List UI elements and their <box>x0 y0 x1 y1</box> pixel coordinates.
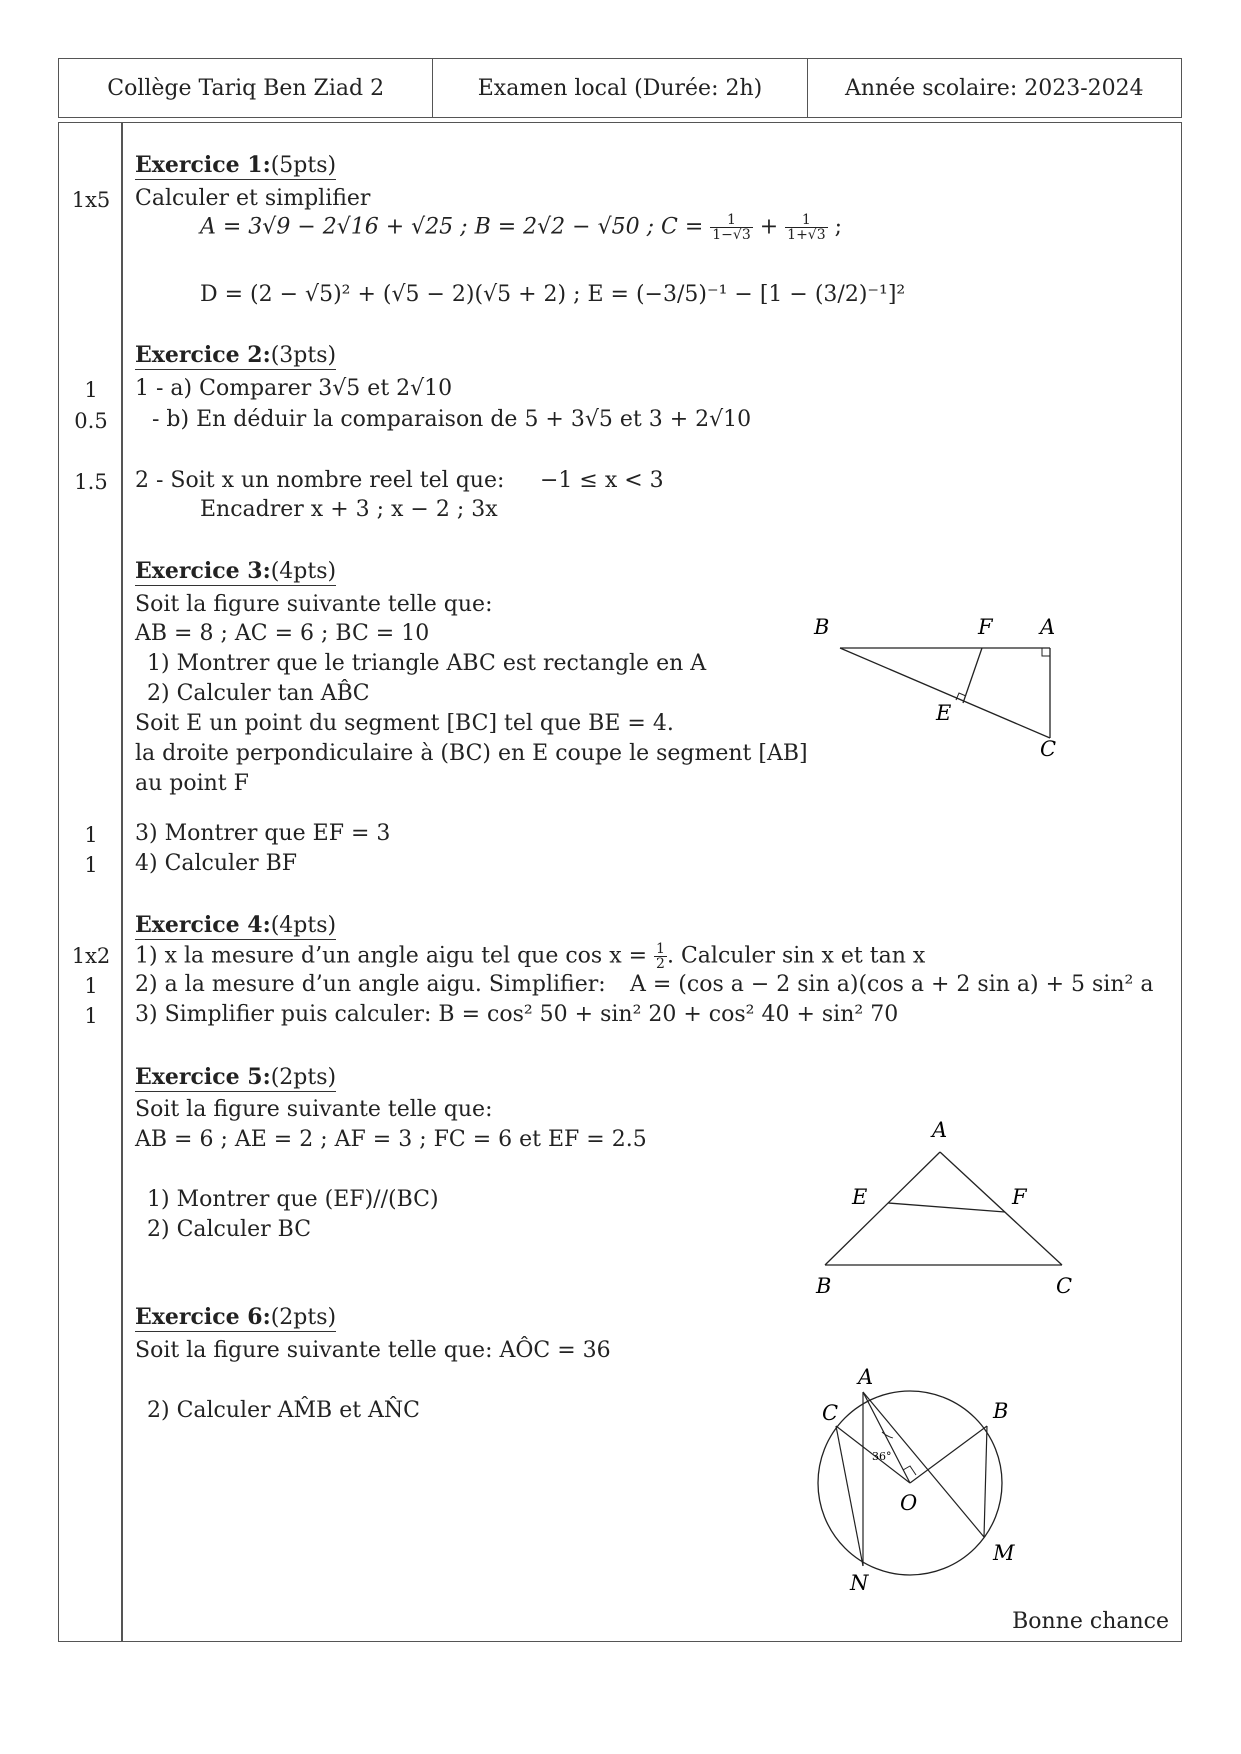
ex6-line-1: Soit la figure suivante telle que: AÔC = 36 <box>135 1338 611 1363</box>
ex3-heading: Exercice 3:(4pts) <box>135 558 337 584</box>
points-ex4-1: 1x2 <box>71 944 111 968</box>
points-ex4-3: 1 <box>84 1004 98 1028</box>
ex3-line-5: Soit E un point du segment [BC] tel que BE = 4. <box>135 711 674 736</box>
ex5-label-b: B <box>816 1274 832 1298</box>
ex2-question-1b: - b) En déduir la comparaison de 5 + 3√5 et 3 + 2√10 <box>152 407 752 432</box>
ex2-question-1a: 1 - a) Comparer 3√5 et 2√10 <box>135 376 453 401</box>
ex1-expressions-abc: A = 3√9 − 2√16 + √25 ; B = 2√2 − √50 ; C = $\frac{1}{1-√3}$ + $\frac{1}{1+√3}$ ; <box>200 212 843 243</box>
points-ex1: 1x5 <box>71 188 111 212</box>
ex3-line-6: la droite perpondiculaire à (BC) en E coupe le segment [AB] <box>135 741 808 766</box>
ex3-line-9: 4) Calculer BF <box>135 851 298 876</box>
ex5-triangle-figure <box>800 1115 1090 1311</box>
exam-title: Examen local (Durée: 2h) <box>433 59 807 117</box>
ex4-fraction-half: $\frac{1}{2}$ <box>656 941 665 972</box>
points-column-divider <box>121 122 123 1642</box>
ex6-label-a: A <box>858 1365 874 1389</box>
ex2-heading: Exercice 2:(3pts) <box>135 342 337 368</box>
ex6-label-c: C <box>822 1401 839 1425</box>
ex5-label-f: F <box>1012 1185 1027 1209</box>
ex5-heading: Exercice 5:(2pts) <box>135 1064 337 1090</box>
ex1-heading: Exercice 1:(5pts) <box>135 152 337 178</box>
points-ex2-1a: 1 <box>84 378 98 402</box>
ex2-question-2b: Encadrer x + 3 ; x − 2 ; 3x <box>200 497 498 522</box>
ex3-line-8: 3) Montrer que EF = 3 <box>135 821 391 846</box>
points-ex2-1b: 0.5 <box>74 409 108 433</box>
ex6-line-2: 2) Calculer AM̂B et AN̂C <box>147 1398 421 1423</box>
ex3-label-f: F <box>978 615 993 639</box>
ex6-circle-figure <box>800 1360 1020 1596</box>
ex5-label-c: C <box>1056 1274 1073 1298</box>
ex3-line-3: 1) Montrer que le triangle ABC est rectangle en A <box>147 651 707 676</box>
points-ex3-4: 1 <box>84 853 98 877</box>
ex5-line-2: AB = 6 ; AE = 2 ; AF = 3 ; FC = 6 et EF = 2.5 <box>135 1127 647 1152</box>
points-ex4-2: 1 <box>84 974 98 998</box>
ex6-label-m: M <box>993 1541 1015 1565</box>
ex5-line-3: 1) Montrer que (EF)//(BC) <box>147 1187 439 1212</box>
ex3-label-e: E <box>936 701 952 725</box>
ex4-line-2: 2) a la mesure d’un angle aigu. Simplifier: <box>135 972 606 997</box>
ex3-line-1: Soit la figure suivante telle que: <box>135 592 493 617</box>
exam-header <box>58 58 1182 118</box>
ex3-line-4: 2) Calculer tan AB̂C <box>147 681 370 706</box>
school-name: Collège Tariq Ben Ziad 2 <box>59 59 433 117</box>
ex6-label-o: O <box>900 1491 918 1515</box>
ex4-heading: Exercice 4:(4pts) <box>135 912 337 938</box>
points-ex2-2: 1.5 <box>74 470 108 494</box>
ex2-question-2: 2 - Soit x un nombre reel tel que: <box>135 468 505 493</box>
ex5-label-e: E <box>852 1185 868 1209</box>
ex2-inequality: −1 ≤ x < 3 <box>540 468 664 493</box>
school-year: Année scolaire: 2023-2024 <box>844 75 1144 101</box>
ex3-triangle-figure <box>810 610 1070 776</box>
ex6-label-b: B <box>993 1399 1009 1423</box>
ex5-line-4: 2) Calculer BC <box>147 1217 312 1242</box>
ex1-expressions-de: D = (2 − √5)² + (√5 − 2)(√5 + 2) ; E = (−3/5)⁻¹ − [1 − (3/2)⁻¹]² <box>200 282 906 307</box>
ex1-instruction: Calculer et simplifier <box>135 186 371 211</box>
ex6-label-n: N <box>850 1571 869 1590</box>
ex1-c-fraction-1: $\frac{1}{1-√3}$ <box>712 212 751 243</box>
ex4-line-2-expression: A = (cos a − 2 sin a)(cos a + 2 sin a) + 5 sin² a <box>630 972 1154 997</box>
points-ex3-3: 1 <box>84 823 98 847</box>
ex4-line-1: 1) x la mesure d’un angle aigu tel que cos x = $\frac{1}{2}$ . Calculer sin x et tan x <box>135 941 926 972</box>
footer-bonne-chance: Bonne chance <box>1012 1609 1169 1634</box>
ex1-c-fraction-2: $\frac{1}{1+√3}$ <box>787 212 826 243</box>
ex3-label-a: A <box>1040 615 1056 639</box>
ex3-line-7: au point F <box>135 771 249 796</box>
ex4-line-3: 3) Simplifier puis calculer: B = cos² 50 + sin² 20 + cos² 40 + sin² 70 <box>135 1002 899 1027</box>
ex3-label-c: C <box>1040 737 1057 761</box>
ex5-label-a: A <box>932 1118 948 1142</box>
ex3-label-b: B <box>814 615 830 639</box>
ex6-angle-label: 36° <box>872 1450 892 1463</box>
ex3-line-2: AB = 8 ; AC = 6 ; BC = 10 <box>135 621 430 646</box>
ex5-line-1: Soit la figure suivante telle que: <box>135 1097 493 1122</box>
ex6-heading: Exercice 6:(2pts) <box>135 1304 337 1330</box>
